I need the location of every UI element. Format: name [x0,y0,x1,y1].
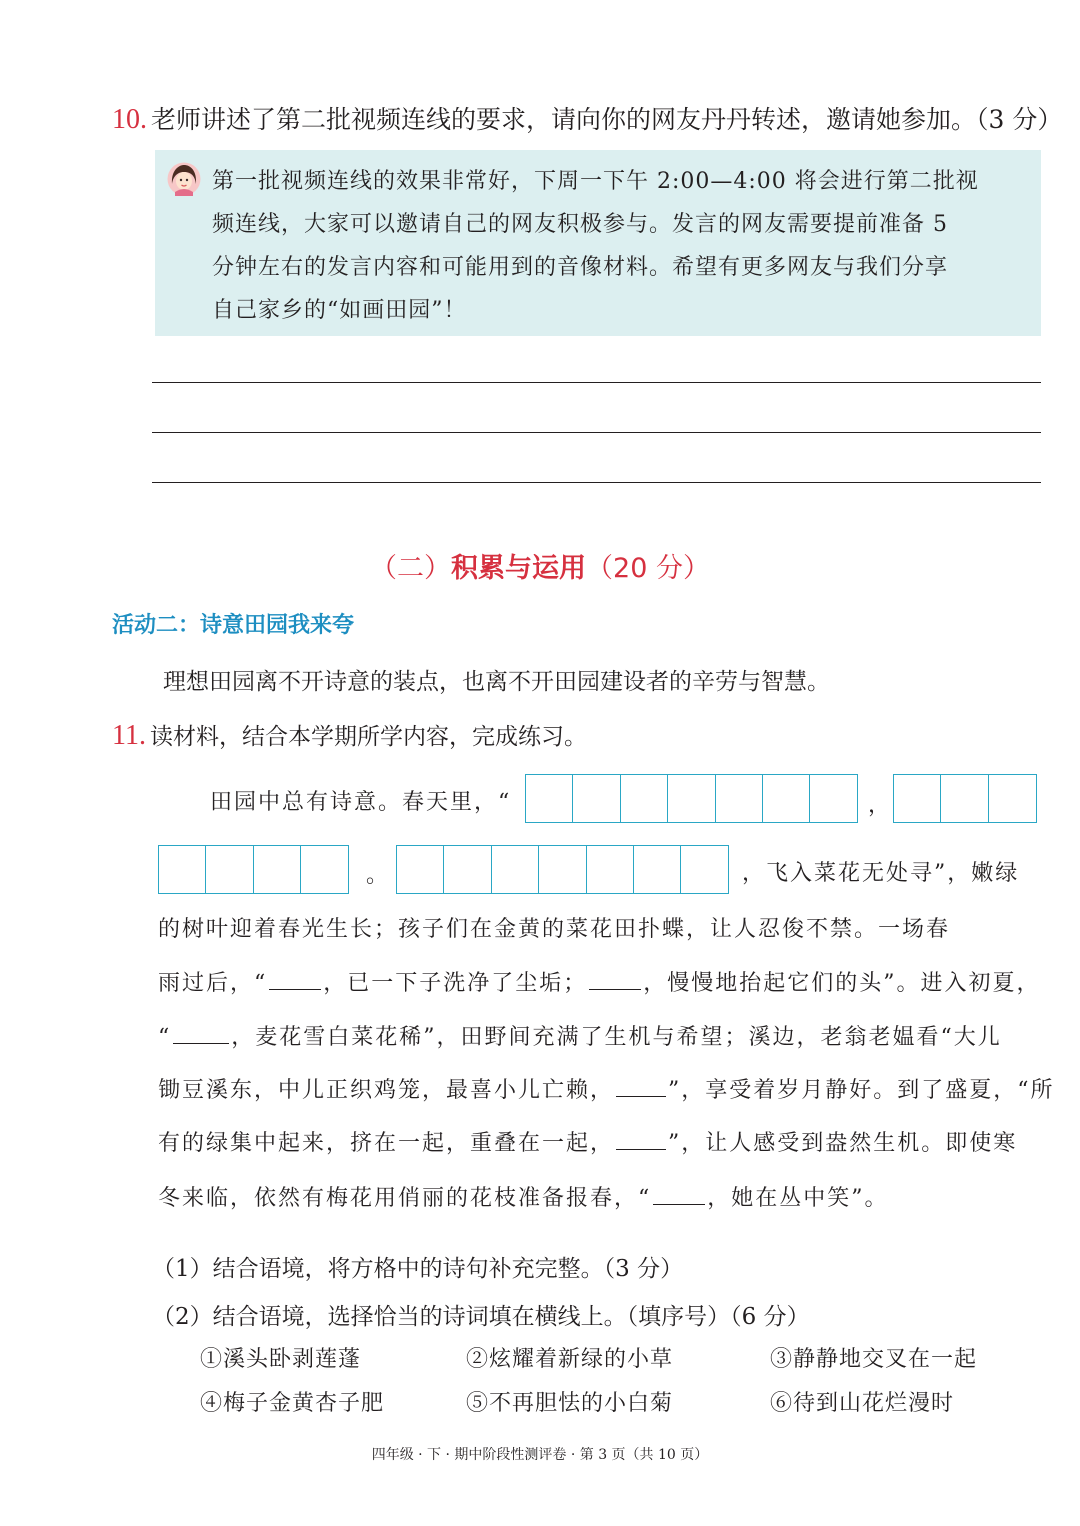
answer-line[interactable] [152,482,1041,483]
fill-blank[interactable] [653,1182,705,1205]
passage-line: 雨过后，“ ，已一下子洗净了尘垢； ，慢慢地抬起它们的头”。进入初夏， [158,966,1041,997]
question-11-prompt [112,718,587,752]
option-6: ⑥待到山花烂漫时 [770,1391,955,1416]
sub-question-1: （1）结合语境，将方格中的诗句补充完整。（3 分） [152,1256,684,1282]
grid-cell[interactable] [586,845,635,894]
notice-line: 第一批视频连线的效果非常好，下周一下午 2:00—4:00 将会进行第二批视 [212,169,979,194]
notice-line: 频连线，大家可以邀请自己的网友积极参与。发言的网友需要提前准备 5 [212,212,948,237]
option-5: ⑤不再胆怯的小白菊 [466,1391,674,1416]
passage-line: 冬来临，依然有梅花用俏丽的花枝准备报春，“ ，她在丛中笑”。 [158,1181,889,1212]
question-number: 10. [112,104,147,135]
grid-cell[interactable] [762,774,811,823]
notice-line: 分钟左右的发言内容和可能用到的音像材料。希望有更多网友与我们分享 [212,255,949,280]
girl-avatar-icon [167,162,201,196]
grid-cell[interactable] [620,774,669,823]
grid-cell[interactable] [443,845,492,894]
fill-blank[interactable] [589,967,641,990]
punctuation: 。 [366,863,391,888]
poem-grid-2[interactable] [893,774,1037,823]
grid-cell[interactable] [667,774,716,823]
passage-line: 的树叶迎着春光生长；孩子们在金黄的菜花田扑蝶，让人忍俊不禁。一场春 [158,917,951,942]
option-2: ②炫耀着新绿的小草 [466,1347,674,1372]
grid-cell[interactable] [253,845,302,894]
option-3: ③静静地交叉在一起 [770,1347,978,1372]
notice-line: 自己家乡的“如画田园”！ [212,298,467,323]
punctuation: ， [868,793,893,818]
option-1: ①溪头卧剥莲蓬 [200,1347,362,1372]
passage-line: 有的绿集中起来，挤在一起，重叠在一起， ”，让人感受到盎然生机。即使寒 [158,1126,1017,1157]
fill-blank[interactable] [173,1021,229,1044]
notice-text [212,160,1027,332]
grid-cell[interactable] [572,774,621,823]
question-number: 11. [112,720,146,751]
grid-cell[interactable] [396,845,445,894]
intro-text: 理想田园离不开诗意的装点，也离不开田园建设者的辛劳与智慧。 [163,669,830,695]
question-10-prompt [112,100,1062,136]
grid-cell[interactable] [715,774,764,823]
grid-cell[interactable] [538,845,587,894]
question-text: 读材料，结合本学期所学内容，完成练习。 [149,724,587,750]
grid-cell[interactable] [633,845,682,894]
grid-cell[interactable] [158,845,207,894]
grid-cell[interactable] [893,774,942,823]
fill-blank[interactable] [269,967,321,990]
grid-cell[interactable] [205,845,254,894]
page-footer: 四年级 · 下 · 期中阶段性测评卷 · 第 3 页（共 10 页） [371,1447,709,1463]
grid-cell[interactable] [988,774,1037,823]
question-text: 老师讲述了第二批视频连线的要求，请向你的网友丹丹转述，邀请她参加。（3 分） [151,105,1063,134]
poem-grid-3[interactable] [158,845,349,894]
poem-grid-1[interactable] [525,774,858,823]
notice-box [155,150,1041,336]
activity-heading: 活动二：诗意田园我来夸 [112,613,355,638]
passage-line: “ ，麦花雪白菜花稀”，田野间充满了生机与希望；溪边，老翁老媪看“大儿 [158,1020,1002,1051]
passage-line: 田园中总有诗意。春天里，“ [210,790,512,815]
passage-line: ，飞入菜花无处寻”，嫩绿 [742,861,1020,886]
section-title: （二）积累与运用（20 分） [370,553,710,584]
poem-grid-4[interactable] [396,845,729,894]
grid-cell[interactable] [940,774,989,823]
answer-line[interactable] [152,382,1041,383]
grid-cell[interactable] [809,774,858,823]
sub-question-2: （2）结合语境，选择恰当的诗词填在横线上。（填序号）（6 分） [152,1304,810,1330]
grid-cell[interactable] [525,774,574,823]
grid-cell[interactable] [491,845,540,894]
fill-blank[interactable] [616,1127,666,1150]
grid-cell[interactable] [680,845,729,894]
passage-line: 锄豆溪东，中儿正织鸡笼，最喜小儿亡赖， ”，享受着岁月静好。到了盛夏，“所 [158,1073,1055,1104]
grid-cell[interactable] [300,845,349,894]
fill-blank[interactable] [616,1074,666,1097]
answer-line[interactable] [152,432,1041,433]
option-4: ④梅子金黄杏子肥 [200,1391,385,1416]
